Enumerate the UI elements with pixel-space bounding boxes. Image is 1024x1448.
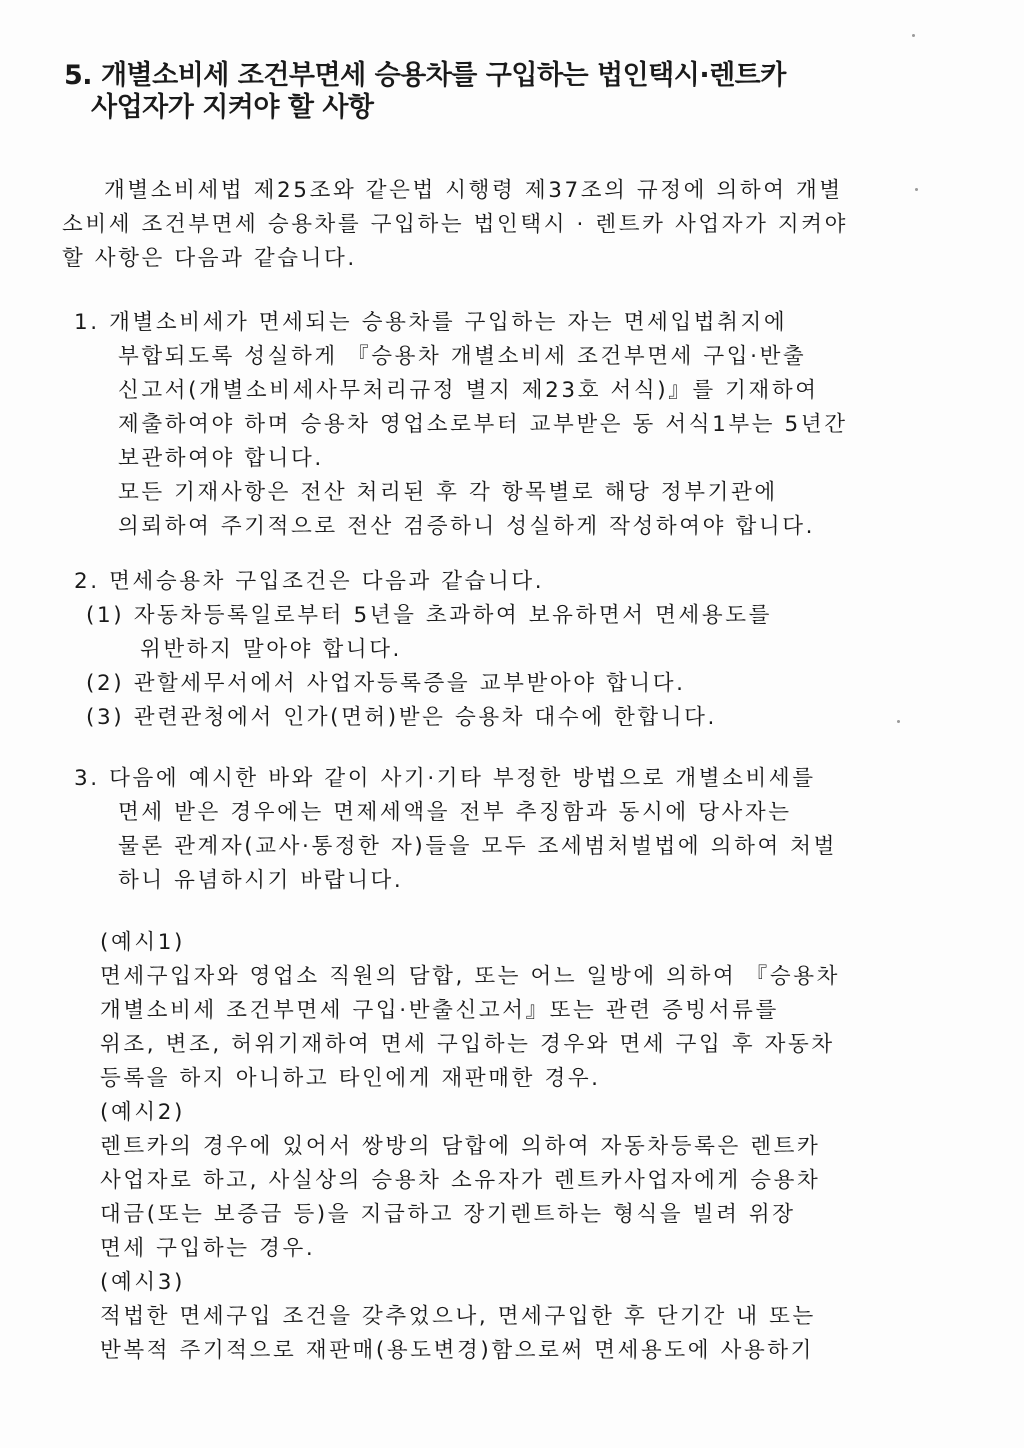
intro-line: 소비세 조건부면세 승용차를 구입하는 법인택시 · 렌트카 사업자가 지켜야 xyxy=(62,212,848,237)
example-1-line: 개별소비세 조건부면세 구입·반출신고서』또는 관련 증빙서류를 xyxy=(100,998,779,1023)
item-3-title: 3. 다음에 예시한 바와 같이 사기·기타 부정한 방법으로 개별소비세를 xyxy=(74,766,816,791)
heading-line-1: 5. 개별소비세 조건부면세 승용차를 구입하는 법인택시·렌트카 xyxy=(64,60,786,91)
item-3 xyxy=(62,762,932,898)
example-2-label: (예시2) xyxy=(100,1100,185,1125)
example-2-line: 대금(또는 보증금 등)을 지급하고 장기렌트하는 형식을 빌려 위장 xyxy=(100,1202,796,1227)
item-2-title: 2. 면세승용차 구입조건은 다음과 같습니다. xyxy=(74,569,545,594)
item-1-line: 신고서(개별소비세사무처리규정 별지 제23호 서식)』를 기재하여 xyxy=(118,378,819,403)
item-2-sub-3: (3) 관련관청에서 인가(면허)받은 승용차 대수에 한합니다. xyxy=(86,705,717,730)
item-2 xyxy=(62,565,932,735)
heading-line-2: 사업자가 지켜야 할 사항 xyxy=(91,92,374,123)
example-3-label: (예시3) xyxy=(100,1270,185,1295)
scan-speck xyxy=(912,34,915,37)
example-2-line: 렌트카의 경우에 있어서 쌍방의 담합에 의하여 자동차등록은 렌트카 xyxy=(100,1134,821,1159)
item-1-title: 1. 개별소비세가 면세되는 승용차를 구입하는 자는 면세입법취지에 xyxy=(74,310,788,335)
example-1-label: (예시1) xyxy=(100,930,185,955)
example-1-line: 면세구입자와 영업소 직원의 담합, 또는 어느 일방에 의하여 『승용차 xyxy=(100,964,840,989)
item-3-line: 면세 받은 경우에는 면제세액을 전부 추징함과 동시에 당사자는 xyxy=(118,800,792,825)
item-1-line: 의뢰하여 주기적으로 전산 검증하니 성실하게 작성하여야 합니다. xyxy=(118,514,816,539)
example-1-line: 위조, 변조, 허위기재하여 면세 구입하는 경우와 면세 구입 후 자동차 xyxy=(100,1032,835,1057)
item-1-line: 부합되도록 성실하게 『승용차 개별소비세 조건부면세 구입·반출 xyxy=(118,344,807,369)
item-3-line: 하니 유념하시기 바랍니다. xyxy=(118,868,404,893)
item-3-line: 물론 관계자(교사·통정한 자)들을 모두 조세범처벌법에 의하여 처벌 xyxy=(118,834,837,859)
example-1-line: 등록을 하지 아니하고 타인에게 재판매한 경우. xyxy=(100,1066,601,1091)
item-2-sub-1-cont: 위반하지 말아야 합니다. xyxy=(140,637,402,662)
section-heading xyxy=(64,60,964,124)
item-2-sub-2: (2) 관할세무서에서 사업자등록증을 교부받아야 합니다. xyxy=(86,671,686,696)
item-1-line: 제출하여야 하며 승용차 영업소로부터 교부받은 동 서식1부는 5년간 xyxy=(118,412,848,437)
example-3-line: 반복적 주기적으로 재판매(용도변경)함으로써 면세용도에 사용하기 xyxy=(100,1338,815,1363)
intro-line: 개별소비세법 제25조와 같은법 시행령 제37조의 규정에 의하여 개별 xyxy=(104,178,843,203)
examples-block xyxy=(62,926,932,1368)
item-1-line: 모든 기재사항은 전산 처리된 후 각 항목별로 해당 정부기관에 xyxy=(118,480,778,505)
example-3-line: 적법한 면세구입 조건을 갖추었으나, 면세구입한 후 단기간 내 또는 xyxy=(100,1304,816,1329)
example-2-line: 면세 구입하는 경우. xyxy=(100,1236,316,1261)
example-2-line: 사업자로 하고, 사실상의 승용차 소유자가 렌트카사업자에게 승용차 xyxy=(100,1168,821,1193)
intro-paragraph xyxy=(62,174,932,276)
item-1 xyxy=(62,306,932,544)
intro-line: 할 사항은 다음과 같습니다. xyxy=(62,246,357,271)
item-2-sub-1: (1) 자동차등록일로부터 5년을 초과하여 보유하면서 면세용도를 xyxy=(86,603,772,628)
item-1-line: 보관하여야 합니다. xyxy=(118,446,324,471)
